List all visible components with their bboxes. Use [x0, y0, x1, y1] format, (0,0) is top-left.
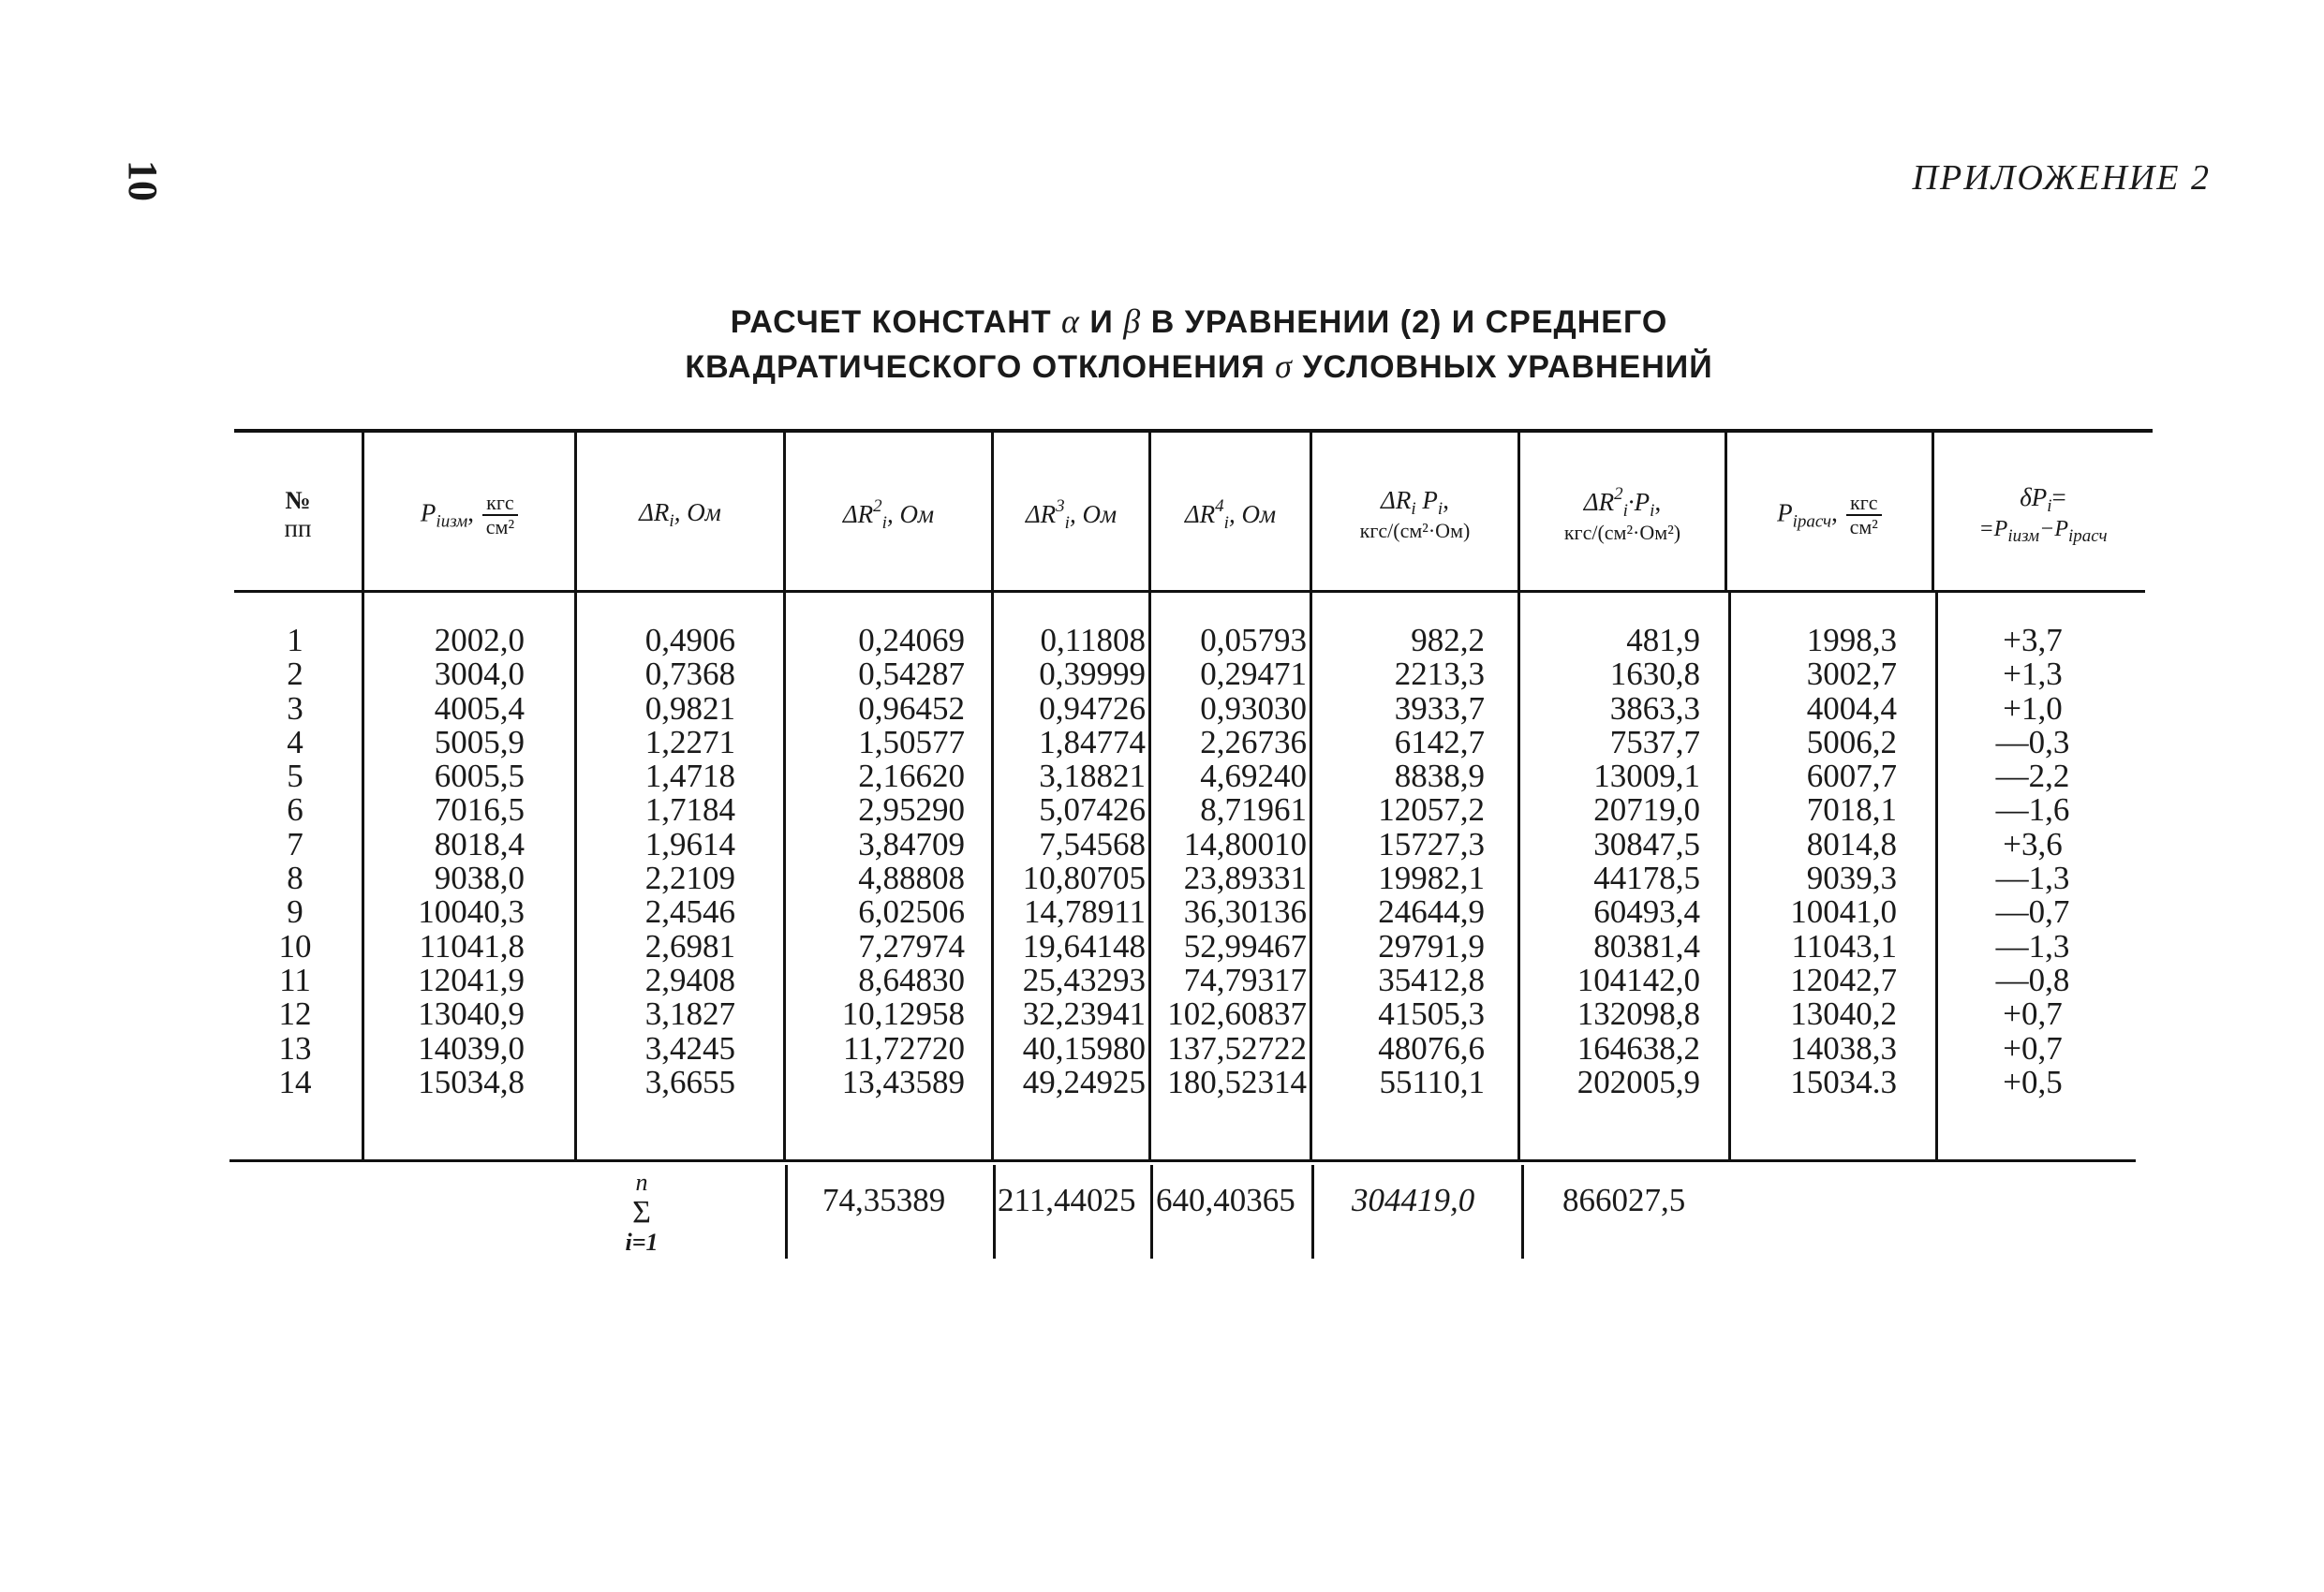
table-cell: 180,52314 [1167, 1063, 1307, 1100]
table-cell: 8 [287, 860, 303, 897]
table-cell: 1,4718 [644, 758, 735, 795]
table-cell: 19982,1 [1378, 860, 1485, 897]
column-delta-r4 [1151, 624, 1307, 1099]
sum-divider [1311, 1165, 1314, 1259]
header-delta-r3: $\Delta R^3_i$, Ом [1025, 495, 1118, 533]
table-cell: 137,52722 [1167, 1029, 1307, 1067]
table-top-rule [234, 429, 2153, 433]
body-divider [1935, 593, 1938, 1159]
header-num-symbol: № [285, 486, 311, 515]
table-cell: 8,71961 [1200, 791, 1307, 829]
table-cell: 1 [287, 622, 303, 658]
body-divider [362, 593, 364, 1159]
column-delta-r [581, 624, 735, 1099]
table-cell: 13,43589 [841, 1063, 965, 1100]
table-cell: 60493,4 [1593, 893, 1700, 931]
sum-delta-r2: 74,35389 [822, 1182, 946, 1218]
table-cell: 7018,1 [1806, 791, 1897, 829]
table-cell: 0,96452 [858, 689, 965, 727]
table-cell: 10,80705 [1022, 860, 1146, 897]
unit-fraction: $\frac{\text{кгс}}{\text{см²}}$ [482, 492, 518, 538]
table-cell: 8,64830 [858, 961, 965, 998]
table-cell: 9039,3 [1806, 860, 1897, 897]
table-cell: 3933,7 [1394, 689, 1485, 727]
column-delta-r2 [792, 624, 965, 1099]
body-bottom-rule [229, 1159, 2136, 1162]
table-cell: +0,7 [2003, 1029, 2063, 1067]
sum-divider [993, 1165, 996, 1259]
table-cell: 3,1827 [644, 995, 735, 1033]
table-cell: 3,84709 [858, 825, 965, 862]
table-cell: 1,50577 [858, 723, 965, 760]
table-cell: 13 [278, 1029, 312, 1067]
table-cell: 6005,5 [434, 758, 525, 795]
table-cell: 12 [278, 995, 312, 1033]
table-cell: 13009,1 [1593, 758, 1700, 795]
sum-divider [785, 1165, 788, 1259]
sigma-symbol: σ [1275, 347, 1293, 385]
table-title-line-2 [656, 346, 1742, 386]
table-cell: 0,94726 [1039, 689, 1146, 727]
table-cell: —0,7 [1995, 893, 2070, 931]
table-cell: 3002,7 [1806, 656, 1897, 693]
table-cell: 0,4906 [644, 622, 735, 658]
table-cell: +1,3 [2003, 656, 2063, 693]
table-cell: 80381,4 [1593, 927, 1700, 965]
table-cell: 202005,9 [1576, 1063, 1700, 1100]
header-p-measured: $P_{iизм}$, $\frac{\text{кгс}}{\text{см²}}$ [364, 440, 574, 590]
table-cell: 10,12958 [841, 995, 965, 1033]
body-divider [991, 593, 994, 1159]
table-cell: 8018,4 [434, 825, 525, 862]
table-cell: 52,99467 [1183, 927, 1307, 965]
table-cell: 6142,7 [1394, 723, 1485, 760]
title-and: И [1089, 304, 1114, 340]
table-cell: 1,84774 [1039, 723, 1146, 760]
table-cell: 3 [287, 689, 303, 727]
column-delta-r2-p [1522, 624, 1700, 1099]
table-cell: 15034,8 [418, 1063, 525, 1100]
table-cell: 20719,0 [1593, 791, 1700, 829]
table-cell: +0,7 [2003, 995, 2063, 1033]
table-cell: 49,24925 [1022, 1063, 1146, 1100]
alpha-symbol: α [1061, 302, 1080, 340]
table-cell: 8838,9 [1394, 758, 1485, 795]
column-delta-r-p [1316, 624, 1485, 1099]
sum-delta-r2-p: 866027,5 [1562, 1182, 1686, 1218]
table-cell: 104142,0 [1576, 961, 1700, 998]
table-cell: 1,2271 [644, 723, 735, 760]
table-cell: 0,05793 [1200, 622, 1307, 658]
table-cell: 55110,1 [1379, 1063, 1485, 1100]
table-cell: 10041,0 [1790, 893, 1897, 931]
table-title-line-1 [656, 302, 1742, 341]
table-cell: 481,9 [1626, 622, 1700, 658]
header-delta-r-p: $\Delta R_i$ $P_i$, кгс/(см²·Ом) [1359, 486, 1471, 543]
table-cell: 1630,8 [1609, 656, 1700, 693]
table-cell: 0,11808 [1040, 622, 1146, 658]
header-delta-r: $\Delta R_i$, Ом [639, 497, 721, 531]
sum-divider [1521, 1165, 1524, 1259]
table-cell: 14039,0 [418, 1029, 525, 1067]
header-row-number [234, 440, 362, 590]
table-cell: 0,39999 [1039, 656, 1146, 693]
table-cell: 0,9821 [644, 689, 735, 727]
sum-symbol: n Σ i=1 [625, 1169, 659, 1256]
header-p-calculated: $P_{iрасч}$, $\frac{\text{кгс}}{\text{см²}}$ [1727, 440, 1932, 590]
table-cell: 2213,3 [1394, 656, 1485, 693]
table-cell: 3,18821 [1039, 758, 1146, 795]
table-cell: 10040,3 [418, 893, 525, 931]
table-cell: 7,27974 [858, 927, 965, 965]
table-cell: 102,60837 [1167, 995, 1307, 1033]
sum-delta-r-p: 304419,0 [1352, 1182, 1475, 1218]
table-cell: —1,3 [1995, 927, 2070, 965]
table-cell: 9 [287, 893, 303, 931]
table-cell: 24644,9 [1378, 893, 1485, 931]
table-cell: +3,6 [2003, 825, 2063, 862]
table-cell: 2002,0 [434, 622, 525, 658]
table-cell: +0,5 [2003, 1063, 2063, 1100]
table-cell: 1998,3 [1806, 622, 1897, 658]
table-cell: 4,69240 [1200, 758, 1307, 795]
table-cell: 1,9614 [644, 825, 735, 862]
table-cell: 5006,2 [1806, 723, 1897, 760]
header-num-abbr: пп [284, 514, 312, 542]
table-cell: 0,7368 [644, 656, 735, 693]
table-cell: —1,3 [1995, 860, 2070, 897]
table-cell: 0,93030 [1200, 689, 1307, 727]
table-cell: 7537,7 [1609, 723, 1700, 760]
table-cell: 12042,7 [1790, 961, 1897, 998]
table-cell: —1,6 [1995, 791, 2070, 829]
table-cell: 7,54568 [1039, 825, 1146, 862]
table-cell: 74,79317 [1183, 961, 1307, 998]
table-cell: 23,89331 [1183, 860, 1307, 897]
table-cell: 2,6981 [644, 927, 735, 965]
table-cell: 41505,3 [1378, 995, 1485, 1033]
body-divider [1310, 593, 1312, 1159]
title-text-1b: В УРАВНЕНИИ (2) И СРЕДНЕГО [1150, 304, 1668, 340]
table-cell: 2,95290 [858, 791, 965, 829]
table-cell: 14 [278, 1063, 312, 1100]
unit-fraction: $\frac{\text{кгс}}{\text{см²}}$ [1846, 492, 1882, 538]
table-cell: 4,88808 [858, 860, 965, 897]
table-cell: 4005,4 [434, 689, 525, 727]
table-cell: +1,0 [2003, 689, 2063, 727]
page-number: 10 [120, 160, 166, 201]
table-cell: 0,24069 [858, 622, 965, 658]
header-delta-r2-p: $\Delta R^2_i\cdot P_i$, кгс/(см²·Ом²) [1563, 484, 1681, 545]
table-cell: 36,30136 [1183, 893, 1307, 931]
table-cell: 2,26736 [1200, 723, 1307, 760]
table-cell: —0,8 [1995, 961, 2070, 998]
table-cell: 44178,5 [1593, 860, 1700, 897]
table-cell: 11041,8 [419, 927, 525, 965]
body-divider [1728, 593, 1731, 1159]
table-cell: 132098,8 [1576, 995, 1700, 1033]
table-cell: 2 [287, 656, 303, 693]
table-cell: 164638,2 [1576, 1029, 1700, 1067]
table-cell: —2,2 [1995, 758, 2070, 795]
table-cell: 32,23941 [1022, 995, 1146, 1033]
table-cell: 3863,3 [1609, 689, 1700, 727]
table-cell: 2,9408 [644, 961, 735, 998]
table-cell: 0,29471 [1200, 656, 1307, 693]
table-cell: —0,3 [1995, 723, 2070, 760]
table-cell: +3,7 [2003, 622, 2063, 658]
table-cell: 48076,6 [1378, 1029, 1485, 1067]
table-cell: 7016,5 [434, 791, 525, 829]
beta-symbol: β [1123, 302, 1142, 340]
body-divider [574, 593, 577, 1159]
sum-delta-r4: 640,40365 [1156, 1182, 1295, 1218]
table-cell: 1,7184 [644, 791, 735, 829]
table-cell: 15034.3 [1790, 1063, 1897, 1100]
table-cell: 6,02506 [858, 893, 965, 931]
table-cell: 9038,0 [434, 860, 525, 897]
table-cell: 2,4546 [644, 893, 735, 931]
table-cell: 11,72720 [843, 1029, 965, 1067]
table-cell: 4 [287, 723, 303, 760]
table-cell: 13040,2 [1790, 995, 1897, 1033]
table-cell: 2,16620 [858, 758, 965, 795]
table-cell: 11 [279, 961, 311, 998]
table-cell: 13040,9 [418, 995, 525, 1033]
table-cell: 3,6655 [644, 1063, 735, 1100]
appendix-label: ПРИЛОЖЕНИЕ 2 [1912, 158, 2211, 198]
table-cell: 40,15980 [1022, 1029, 1146, 1067]
sum-divider [1150, 1165, 1153, 1259]
table-cell: 25,43293 [1022, 961, 1146, 998]
table-cell: 15727,3 [1378, 825, 1485, 862]
table-cell: 4004,4 [1806, 689, 1897, 727]
table-cell: 3004,0 [434, 656, 525, 693]
title-text-2a: КВАДРАТИЧЕСКОГО ОТКЛОНЕНИЯ [685, 349, 1266, 385]
table-cell: 14,80010 [1183, 825, 1307, 862]
sum-delta-r3: 211,44025 [998, 1182, 1136, 1218]
table-cell: 8014,8 [1806, 825, 1897, 862]
body-divider [783, 593, 786, 1159]
table-cell: 982,2 [1411, 622, 1485, 658]
table-cell: 6 [287, 791, 303, 829]
column-row-number [253, 624, 337, 1099]
table-cell: 14,78911 [1024, 893, 1146, 931]
table-cell: 35412,8 [1378, 961, 1485, 998]
header-delta-r4: $\Delta R^4_i$, Ом [1184, 495, 1277, 533]
table-cell: 5 [287, 758, 303, 795]
table-cell: 12057,2 [1378, 791, 1485, 829]
table-cell: 5005,9 [434, 723, 525, 760]
table-cell: 5,07426 [1039, 791, 1146, 829]
column-p-calculated [1733, 624, 1897, 1099]
table-cell: 10 [278, 927, 312, 965]
table-cell: 30847,5 [1593, 825, 1700, 862]
title-text-1a: РАСЧЕТ КОНСТАНТ [730, 304, 1052, 340]
table-cell: 19,64148 [1022, 927, 1146, 965]
table-cell: 11043,1 [1791, 927, 1897, 965]
table-cell: 7 [287, 825, 303, 862]
header-delta-r2: $\Delta R^2_i$, Ом [842, 495, 935, 533]
table-cell: 2,2109 [644, 860, 735, 897]
header-delta-p: $\delta P_i=$ $=P_{iизм}-P_{iрасч}$ [1978, 482, 2108, 546]
table-cell: 0,54287 [858, 656, 965, 693]
body-divider [1517, 593, 1520, 1159]
table-cell: 29791,9 [1378, 927, 1485, 965]
header-bottom-rule [234, 590, 2145, 593]
title-text-2b: УСЛОВНЫХ УРАВНЕНИЙ [1302, 349, 1713, 385]
table-cell: 14038,3 [1790, 1029, 1897, 1067]
table-cell: 6007,7 [1806, 758, 1897, 795]
column-p-measured [375, 624, 525, 1099]
table-cell: 12041,9 [418, 961, 525, 998]
column-delta-r3 [995, 624, 1146, 1099]
table-cell: 3,4245 [644, 1029, 735, 1067]
column-delta-p [1948, 624, 2117, 1099]
